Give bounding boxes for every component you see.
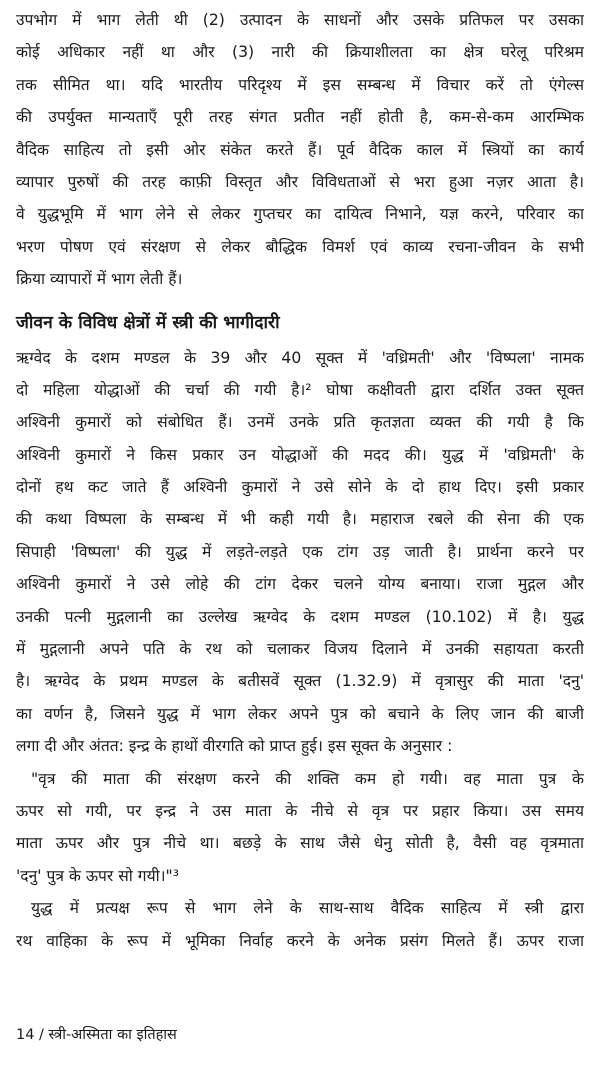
text-line: क्रिया व्यापारों में भाग लेती हैं। [16, 270, 183, 289]
text-line: अश्विनी कुमारों को संबोधित हैं। उनमें उनके प्रति कृतज्ञता व्यक्त की गयी है कि [16, 413, 584, 432]
text-line: युद्ध में प्रत्यक्ष रूप से भाग लेने के साथ-साथ वैदिक साहित्य में स्त्री द्वारा [31, 899, 584, 918]
text-line: है। ऋग्वेद के प्रथम मण्डल के बतीसवें सूक्त (1.32.9) में वृत्रासुर की माता 'दनु' [16, 672, 584, 691]
text-line: वैदिक साहित्य तो इसी ओर संकेत करते हैं। पूर्व वैदिक काल में स्त्रियों का कार्य [16, 140, 584, 159]
text-line: दो महिला योद्धाओं की चर्चा की गयी है।² घोषा कक्षीवती द्वारा दर्शित उक्त सूक्त [16, 380, 584, 399]
text-line: सिपाही 'विष्पला' की युद्ध में लड़ते-लड़ते एक टांग उड़ जाती है। प्रार्थना करने पर [16, 542, 584, 561]
block-quote [16, 763, 584, 893]
text-line: कोई अधिकार नहीं था और (3) नारी की क्रियाशीलता का क्षेत्र घरेलू परिश्रम [16, 43, 584, 62]
text-line: रथ वाहिका के रूप में भूमिका निर्वाह करने के अनेक प्रसंग मिलते हैं। ऊपर राजा [16, 931, 584, 950]
text-line: की कथा विष्पला के सम्बन्ध में भी कही गयी है। महाराज रबले की सेना की एक [16, 510, 584, 529]
text-line: वे युद्धभूमि में भाग लेने से लेकर गुप्तचर का दायित्व निभाने, यज्ञ करने, परिवार का [16, 205, 584, 224]
text-line: उनकी पत्नी मुद्गलानी का उल्लेख ऋग्वेद के दशम मण्डल (10.102) में है। युद्ध [16, 607, 584, 626]
section-heading: जीवन के विविध क्षेत्रों में स्त्री की भागीदारी [16, 312, 280, 333]
page-footer: 14 / स्त्री-अस्मिता का इतिहास [16, 1027, 177, 1043]
text-line: भरण पोषण एवं संरक्षण से लेकर बौद्धिक विमर्श एवं काव्य रचना-जीवन के सभी [16, 237, 584, 256]
quote-line: 'दनु' पुत्र के ऊपर सो गयी।"³ [16, 866, 179, 885]
quote-line: ऊपर सो गयी, पर इन्द्र ने उस माता के नीचे से वृत्र पर प्रहार किया। उस समय [16, 801, 584, 820]
text-line: तक सीमित था। यदि भारतीय परिदृश्य में इस सम्बन्ध में विचार करें तो एंगेल्स [16, 75, 584, 94]
text-line: दोनों हथ कट जाते हैं अश्विनी कुमारों ने उसे सोने के दो हाथ दिए। इसी प्रकार [16, 478, 584, 497]
paragraph-rigveda-women-warriors [16, 342, 584, 763]
quote-line: माता ऊपर और पुत्र नीचे था। बछड़े के साथ जैसे धेनु सोती है, वैसी वह वृत्रमाता [16, 834, 584, 853]
paragraph-engels-context [16, 4, 584, 296]
text-line: ऋग्वेद के दशम मण्डल के 39 और 40 सूक्त में 'वध्रिमती' और 'विष्पला' नामक [16, 348, 584, 367]
text-line: अश्विनी कुमारों ने किस प्रकार उन योद्धाओं की मदद की। युद्ध में 'वध्रिमती' के [16, 445, 584, 464]
text-line: लगा दी और अंतत: इन्द्र के हाथों वीरगति को प्राप्त हुई। इस सूक्त के अनुसार : [16, 737, 453, 756]
text-line: में मुद्गलानी अपने पति के रथ को चलाकर विजय दिलाने में उनकी सहायता करती [16, 640, 584, 659]
text-line: का वर्णन है, जिसने युद्ध में भाग लेकर अपने पुत्र को बचाने के लिए जान की बाजी [16, 704, 584, 723]
text-line: व्यापार पुरुषों की तरह काफ़ी विस्तृत और विविधताओं से भरा हुआ नज़र आता है। [16, 172, 584, 191]
paragraph-chariot-driver [16, 892, 584, 957]
text-line: अश्विनी कुमारों ने उसे लोहे की टांग देकर चलने योग्य बनाया। राजा मुद्गल और [16, 575, 584, 594]
quote-line: "वृत्र की माता की संरक्षण करने की शक्ति कम हो गयी। वह माता पुत्र के [31, 769, 584, 788]
text-line: की उपर्युक्त मान्यताएँ पूरी तरह संगत प्रतीत नहीं होती है, कम-से-कम आरम्भिक [16, 108, 584, 127]
text-line: उपभोग में भाग लेती थी (2) उत्पादन के साधनों और उसके प्रतिफल पर उसका [16, 11, 584, 29]
